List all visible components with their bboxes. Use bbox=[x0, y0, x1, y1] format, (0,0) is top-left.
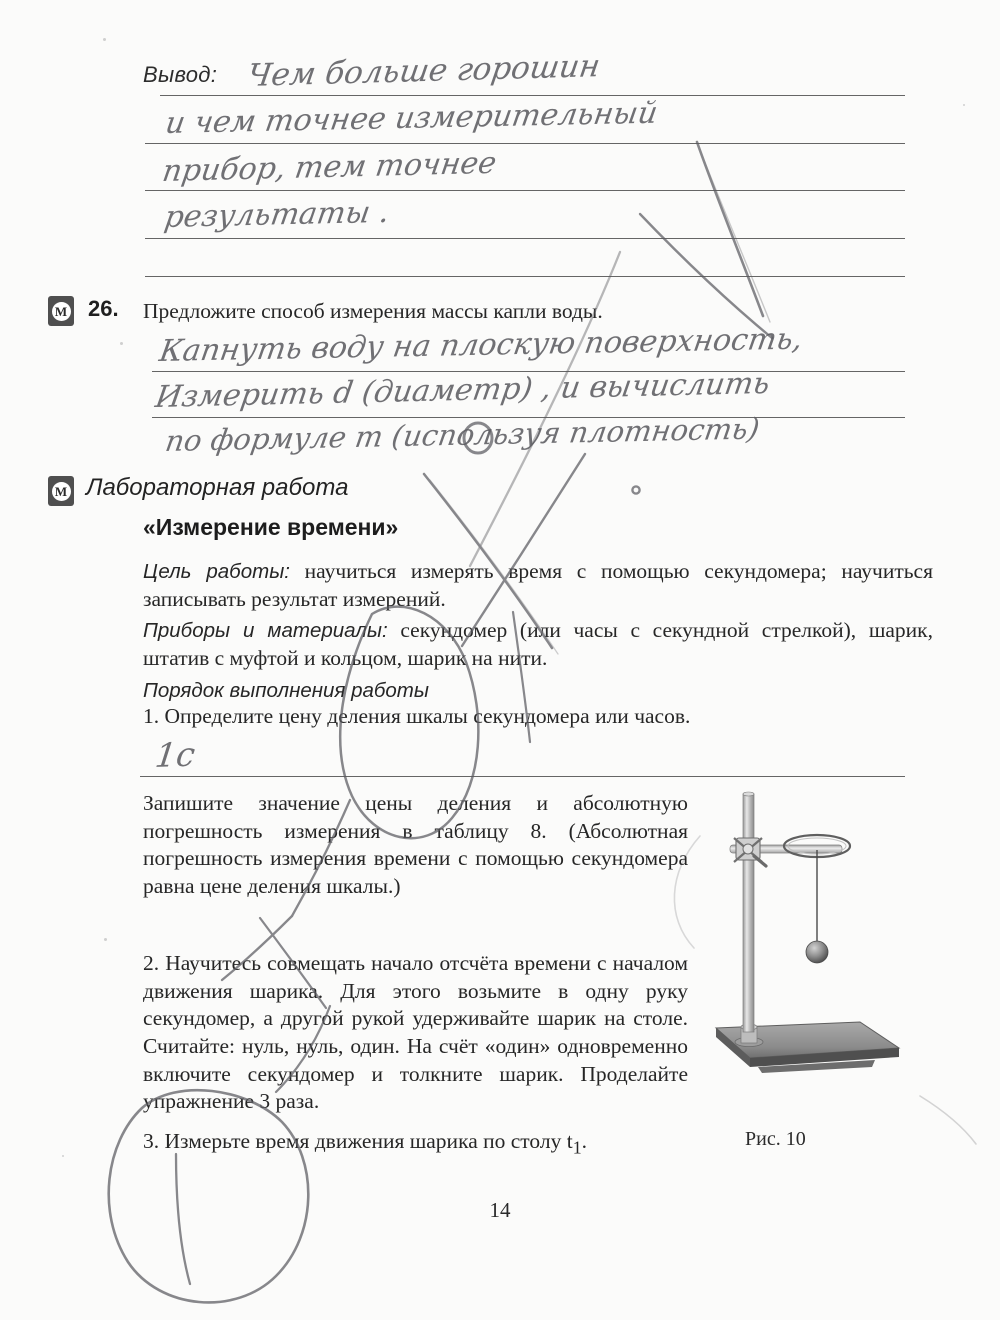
handwritten-step1-answer: 1с bbox=[153, 734, 198, 775]
figure-lab-stand bbox=[700, 786, 915, 1116]
handwritten-conclusion-line-2: и чем точнее измерительный bbox=[163, 95, 660, 141]
lab-step-2: 2. Научитесь совмещать начало отсчёта времени с началом движения шарика. Для этого возьмите в одну руку секундомер, а другой рукой удерживайте шарик на столе. Считайте: нуль, нуль, один. На счёт «один» одновременно включите секундомер и толкните шарик. Проделайте упражнение 3 раза. bbox=[143, 951, 688, 1114]
figure-caption: Рис. 10 bbox=[745, 1128, 806, 1150]
handwritten-conclusion-line-1: Чем больше горошин bbox=[245, 48, 603, 94]
lab-order-heading: Порядок выполнения работы bbox=[143, 679, 429, 702]
badge-m-task26 bbox=[48, 296, 74, 326]
lab-step-1-note: Запишите значение цены деления и абсолютную погрешность измерения в таблицу 8. (Абсолютная погрешность измерения времени с помощью секундомера равна цене деления шкалы.) bbox=[143, 791, 688, 898]
scan-speck bbox=[120, 342, 123, 345]
task-number-26: 26. bbox=[88, 296, 119, 321]
lab-step-3-subscript: 1 bbox=[572, 1137, 582, 1158]
answer-rule-line bbox=[145, 143, 905, 144]
answer-rule-line bbox=[145, 190, 905, 191]
page-number: 14 bbox=[489, 1198, 511, 1222]
lab-step-1: 1. Определите цену деления шкалы секундомера или часов. bbox=[143, 704, 691, 728]
badge-m-lab bbox=[48, 476, 74, 506]
lab-equipment-text: секундомер (или часы с секундной стрелкой), шарик, штатив с муфтой и кольцом, шарик на нити. bbox=[143, 618, 933, 670]
handwritten-task26-line-2: Измерить d (диаметр) , и вычислить bbox=[153, 365, 773, 415]
lab-goal-paragraph bbox=[143, 558, 933, 614]
scan-speck bbox=[963, 104, 965, 106]
badge-m-letter: М bbox=[52, 482, 71, 501]
lab-step-3 bbox=[143, 1128, 688, 1159]
conclusion-label: Вывод: bbox=[143, 62, 218, 87]
lab-step-3-text: 3. Измерьте время движения шарика по столу t bbox=[143, 1129, 573, 1153]
lab-goal-text: научиться измерять время с помощью секундомера; научиться записывать результат измерений. bbox=[143, 559, 933, 611]
handwritten-conclusion-line-4: результаты . bbox=[162, 194, 392, 235]
lab-goal-label: Цель работы: bbox=[143, 560, 290, 583]
lab-title: «Измерение времени» bbox=[143, 514, 399, 540]
answer-rule-line bbox=[160, 95, 905, 96]
answer-rule-line bbox=[145, 276, 905, 277]
lab-equipment-label: Приборы и материалы: bbox=[143, 619, 388, 642]
lab-equipment-paragraph bbox=[143, 617, 933, 673]
scan-speck bbox=[104, 938, 107, 941]
handwritten-conclusion-line-3: прибор, тем точнее bbox=[160, 145, 499, 189]
handwritten-task26-line-3: по формуле m (используя плотность) bbox=[163, 411, 762, 458]
handwritten-task26-line-1: Капнуть воду на плоскую поверхность, bbox=[157, 321, 806, 369]
scan-speck bbox=[62, 1155, 64, 1157]
answer-rule-line bbox=[145, 238, 905, 239]
pendulum-ball bbox=[806, 941, 828, 963]
stand-vertical-rod bbox=[743, 794, 754, 1032]
badge-m-letter: М bbox=[52, 302, 71, 321]
answer-rule-line bbox=[140, 776, 905, 777]
task-26-text: Предложите способ измерения массы капли воды. bbox=[143, 299, 603, 323]
scan-speck bbox=[103, 38, 106, 41]
lab-heading: Лабораторная работа bbox=[86, 474, 349, 501]
lab-step-3-period: . bbox=[581, 1129, 588, 1153]
